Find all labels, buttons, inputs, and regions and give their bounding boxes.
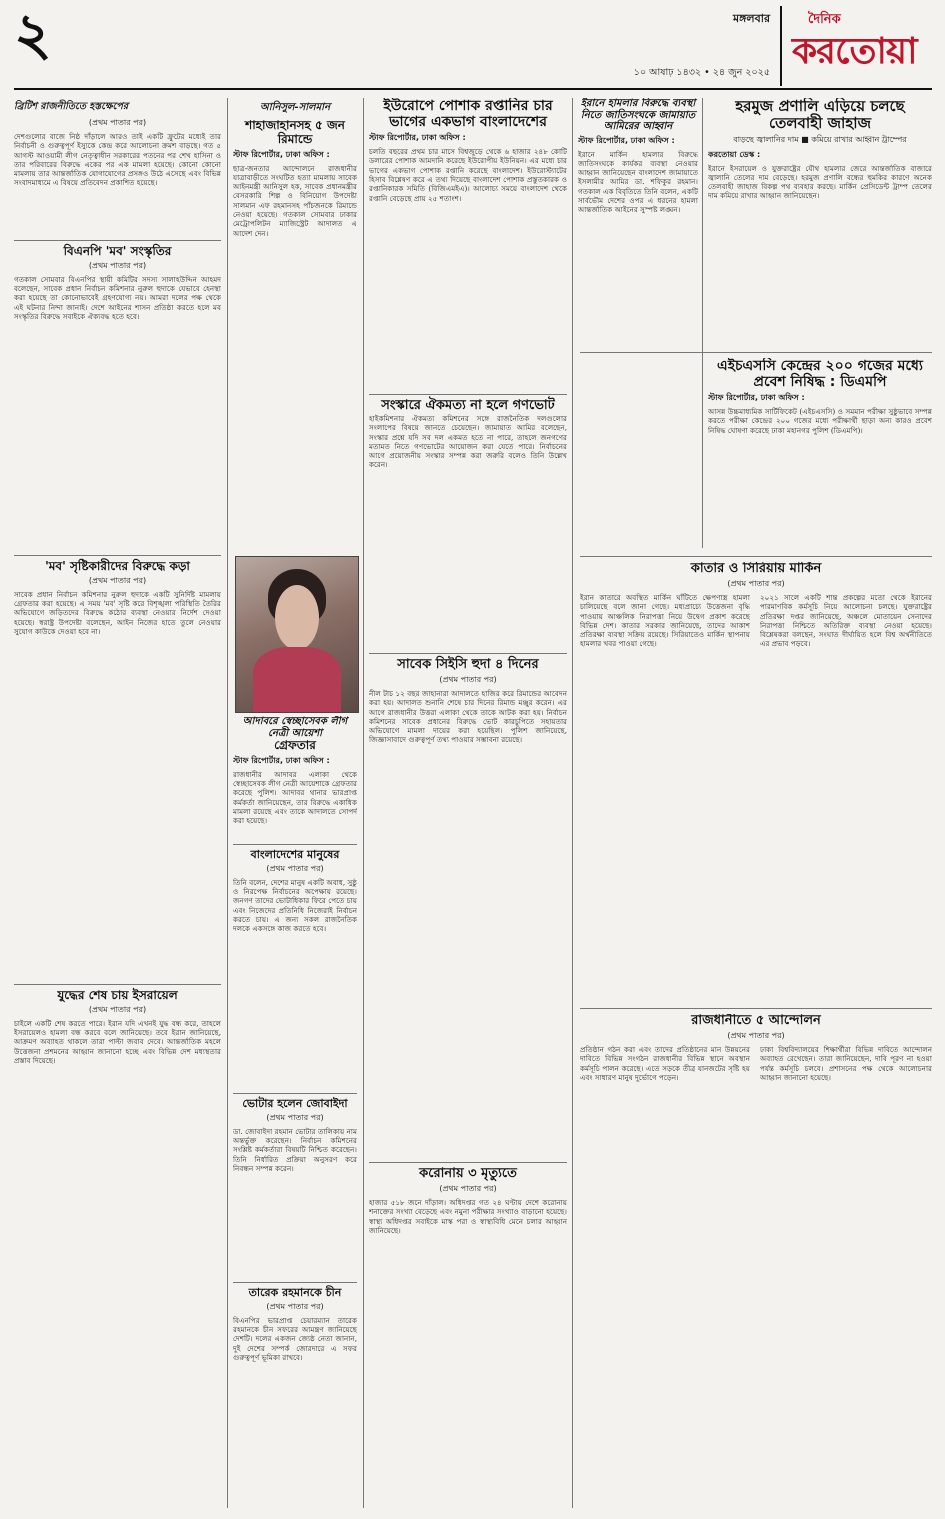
article-tarique-china xyxy=(233,1287,357,1507)
article-israel-war xyxy=(14,989,221,1509)
article-jump: (প্রথম পাতার পর) xyxy=(266,1112,324,1122)
article-hsc-dmp xyxy=(708,358,932,550)
article-title: 'মব' সৃষ্টিকারীদের বিরুদ্ধে কড়া xyxy=(45,559,190,573)
article-referendum xyxy=(369,399,567,649)
article-body-cont: ২০২১ সালে একটি শান্ত প্রকল্পের মতো থেকে ইরানের পারমাণবিক কর্মসূচি নিয়ে আলোচনা চলছে। যুক্তরাষ্ট্রের প্রতিরক্ষা দপ্তর জানিয়েছে, অঞ্চলে মোতায়েন সেনাদের নিরাপত্তা নিশ্চিতে অতিরিক্ত ব্যবস্থা নেওয়া হয়েছে। বিশ্লেষকরা বলছেন, সংঘাত দীর্ঘায়িত হলে বিশ্ব অর্থনীতিতে এর প্রভাব পড়বে। xyxy=(760,592,932,649)
article-jump: (প্রথম পাতার পর) xyxy=(727,1030,785,1040)
article-jump: (প্রথম পাতার পর) xyxy=(88,1004,147,1014)
article-kicker: আনিসুল-সালমান xyxy=(259,102,331,113)
masthead-logo: করতোয়া xyxy=(792,31,917,72)
article-title: সংস্কারে ঐকমত্য না হলে গণভোট xyxy=(381,398,555,413)
day-label: মঙ্গলবার xyxy=(733,12,770,25)
header-rule xyxy=(14,88,932,90)
article-body: হাইকমিশনার ঐকমত্য কমিশনের সঙ্গে রাজনৈতিক দলগুলোর সংলাপের বিষয়ে জানতে চেয়েছেন। জামায়াত আমির বলেছেন, সংস্কার প্রশ্নে যদি সব দল একমত হতে না পারে, তাহলে জনগণের মতামত নিতে গণভোটের আয়োজন করা যেতে পারে। নির্বাচনের আগে প্রয়োজনীয় সংস্কার সম্পন্ন করা জরুরি বলেও তিনি উল্লেখ করেন। xyxy=(369,413,567,470)
article-ayesha-arrest xyxy=(233,716,357,840)
article-europe-garments xyxy=(369,98,567,390)
article-title: বাংলাদেশের মানুষের xyxy=(250,848,340,861)
article-body-cont: ঢাকা বিশ্ববিদ্যালয়ের শিক্ষার্থীরা বিভিন্ন দাবিতে আন্দোলন অব্যাহত রেখেছেন। তারা জানিয়েছেন, দাবি পূরণ না হওয়া পর্যন্ত কর্মসূচি চলবে। প্রশাসনের পক্ষ থেকে আলোচনার আহ্বান জানানো হয়েছে। xyxy=(760,1044,932,1082)
article-jump: (প্রথম পাতার পর) xyxy=(439,674,497,684)
column-1 xyxy=(14,98,221,1510)
masthead-divider xyxy=(780,6,782,86)
article-body: ইরানে ইসরায়েল ও যুক্তরাষ্ট্রের যৌথ হামলার জেরে আন্তর্জাতিক বাজারে জ্বালানি তেলের দাম বেড়েছে। হরমুজ প্রণালি বন্ধের হুমকির কারণে অনেক তেলবাহী জাহাজ বিকল্প পথ ব্যবহার করছে। মার্কিন প্রেসিডেন্ট ট্রাম্প তেলের দাম কমিয়ে রাখার আহ্বান জানিয়েছেন। xyxy=(708,163,932,201)
article-title: ব্রিটিশ রাজনীতিতে হস্তক্ষেপের xyxy=(14,101,129,112)
article-title: গ্রেফতার xyxy=(274,738,316,752)
article-body: চলতি বছরের প্রথম চার মাসে বিশ্বজুড়ে থেকে ৬ হাজার ২৪৮ কোটি ডলারের পোশাক আমদানি করেছে ইউরোপীয় ইউনিয়ন। এর মধ্যে চার ভাগের একভাগ পোশাক রপ্তানি করেছে বাংলাদেশ। ইউরোস্ট্যাটের হিসাব বিশ্লেষণ করে এ তথ্য দিয়েছে বাংলাদেশ পোশাক প্রস্তুতকারক ও রপ্তানিকারক সমিতি (বিজিএমইএ)। আলোচ্য সময়ে বাংলাদেশ থেকে রপ্তানি বেড়েছে প্রায় ২৫ শতাংশ। xyxy=(369,147,567,203)
article-british-politics xyxy=(14,100,221,236)
article-body: ইরানে মার্কিন হামলার বিরুদ্ধে জাতিসংঘকে কার্যকর ব্যবস্থা নেওয়ার আহ্বান জানিয়েছেন বাংলাদেশ জামায়াতে ইসলামীর আমির ডা. শফিকুর রহমান। গতকাল এক বিবৃতিতে তিনি বলেন, একটি সার্বভৌম দেশের ওপর এ ধরনের হামলা আন্তর্জাতিক আইনের সুস্পষ্ট লঙ্ঘন। xyxy=(578,149,698,215)
column-3 xyxy=(369,98,567,1510)
article-title: ইউরোপে পোশাক রপ্তানির চার ভাগের একভাগ বাংলাদেশের xyxy=(383,98,553,131)
article-jump: (প্রথম পাতার পর) xyxy=(727,578,785,588)
article-title: ভোটার হলেন জোবাইদা xyxy=(242,1097,348,1110)
article-jump: (প্রথম পাতার পর) xyxy=(266,863,324,873)
article-jump: (প্রথম পাতার পর) xyxy=(88,260,147,270)
article-jump: (প্রথম পাতার পর) xyxy=(439,1183,497,1193)
article-title: করোনায় ৩ মৃত্যুতে xyxy=(419,1166,517,1181)
date-label: ১০ আষাঢ় ১৪৩২ • ২৪ জুন ২০২৫ xyxy=(633,67,770,78)
article-body: নীল টাচ ১২ বছর জাহানারা আদালতে হাজির করে রিমান্ডের আবেদন করা হয়। আদালত শুনানি শেষে চার দিনের রিমান্ড মঞ্জুর করেন। এর আগে রাজধানীর উত্তরা এলাকা থেকে তাকে আটক করা হয়। নির্বাচন কমিশনের সাবেক প্রধানের বিরুদ্ধে ভোট কারচুপিতে সহায়তার অভিযোগে মামলা দায়ের করা হয়েছিল। পুলিশ জানিয়েছে, জিজ্ঞাসাবাদে গুরুত্বপূর্ণ তথ্য পাওয়ার সম্ভাবনা রয়েছে। xyxy=(369,688,567,745)
news-photo-portrait xyxy=(235,556,359,713)
article-body: বিএনপির ভারপ্রাপ্ত চেয়ারম্যান তারেক রহমানকে চীন সফরের আমন্ত্রণ জানিয়েছে দেশটি। দলের একজন জ্যেষ্ঠ নেতা জানান, দুই দেশের সম্পর্ক জোরদারে এ সফর গুরুত্বপূর্ণ ভূমিকা রাখবে। xyxy=(233,1315,357,1362)
article-title: সাবেক সিইসি হুদা ৪ দিনের xyxy=(397,657,539,672)
article-capital-protests xyxy=(580,1014,932,1510)
article-qatar-syria xyxy=(580,562,932,1002)
article-huda-remand xyxy=(369,658,567,1158)
article-byline: স্টাফ রিপোর্টার, ঢাকা অফিস : xyxy=(233,149,330,159)
article-body: ডা. জোবাইদা রহমান ভোটার তালিকায় নাম অন্তর্ভুক্ত করেছেন। নির্বাচন কমিশনের সংশ্লিষ্ট কর্মকর্তারা বিষয়টি নিশ্চিত করেছেন। তিনি নির্ধারিত প্রক্রিয়া অনুসরণ করে নিবন্ধন সম্পন্ন করেন। xyxy=(233,1126,357,1173)
article-byline: স্টাফ রিপোর্টার, ঢাকা অফিস : xyxy=(708,393,805,403)
article-jump: (প্রথম পাতার পর) xyxy=(88,118,147,127)
article-kicker: আদাবরে স্বেচ্ছাসেবক লীগ নেত্রী আয়েশা xyxy=(242,716,348,739)
masthead-small-text: দৈনিক xyxy=(808,12,841,27)
article-body: ইরান কাতারে অবস্থিত মার্কিন ঘাঁটিতে ক্ষেপণাস্ত্র হামলা চালিয়েছে বলে জানা গেছে। মধ্যপ্রাচ্যে উত্তেজনা বৃদ্ধি পাওয়ায় আঞ্চলিক নিরাপত্তা নিয়ে উদ্বেগ প্রকাশ করেছে বিভিন্ন দেশ। কাতার সরকার জানিয়েছে, তাদের আকাশ প্রতিরক্ষা ব্যবস্থা সক্রিয় রয়েছে। সিরিয়াতেও মার্কিন স্থাপনায় হামলার খবর পাওয়া গেছে। xyxy=(580,592,750,649)
article-title: ইরানে হামলার বিরুদ্ধে ব্যবস্থা নিতে জাতিসংঘকে জামায়াত আমিরের আহ্বান xyxy=(580,98,696,132)
column-divider xyxy=(363,98,364,1508)
article-body: গতকাল সোমবার বিএনপির স্থায়ী কমিটির সদস্য সালাহউদ্দিন আহমদ বলেছেন, সাবেক প্রধান নির্বাচন কমিশনার নুরুল হুদাকে যেভাবে হেনস্থা করা হয়েছে তা কোনোভাবেই গ্রহণযোগ্য নয়। আমরা দলের পক্ষ থেকে এই ঘটনার নিন্দা জানাই। দেশে আইনের শাসন প্রতিষ্ঠা করতে হলে মব সংস্কৃতির বিরুদ্ধে সবাইকে ঐক্যবদ্ধ হতে হবে। xyxy=(14,274,221,321)
article-title: কাতার ও সিরিয়ায় মার্কিন xyxy=(690,562,822,576)
article-bangladesh-people xyxy=(233,849,357,1089)
article-body: প্রতিষ্ঠান গঠন করা এবং তাদের প্রতিষ্ঠানের মান উন্নয়নের দাবিতে বিভিন্ন সংগঠন রাজধানীর বিভিন্ন স্থানে অবস্থান কর্মসূচি পালন করেছে। এতে সড়কে তীব্র যানজটের সৃষ্টি হয় এবং সাধারণ মানুষ দুর্ভোগে পড়েন। xyxy=(580,1044,750,1082)
article-byline: স্টাফ রিপোর্টার, ঢাকা অফিস : xyxy=(369,133,466,143)
article-title: রাজধানীতে ৫ আন্দোলন xyxy=(691,1014,821,1028)
article-bnp-mob xyxy=(14,245,221,551)
article-byline: স্টাফ রিপোর্টার, ঢাকা অফিস : xyxy=(233,755,330,765)
article-title: এইচএসসি কেন্দ্রের ২০০ গজের মধ্যে প্রবেশ নিষিদ্ধ : ডিএমপি xyxy=(717,358,923,391)
article-mob-makers xyxy=(14,560,221,980)
article-byline: করতোয়া ডেস্ক : xyxy=(708,149,761,159)
article-body: দেশগুলোর বাজে নিষ্ঠ দাঁড়ালে আরও তাই একটি ফ্রুটের মধ্যেই তার নির্বাচনী ও গুরুত্বপূর্ণ ইস্যুকে কেন্দ্র করে আলোচনা ক্রমশ বাড়ছে। গত ৫ আগস্ট আওয়ামী লীগ নেতৃত্বাধীন সরকারের পতনের পর শেখ হাসিনা ও তার পরিবারের বিরুদ্ধে একের পর এক মামলা হয়েছে। কোনো কোনো মামলায় তার আন্তর্জাতিক যোগাযোগের প্রসঙ্গও উঠে এসেছে এবং বিভিন্ন সংবাদমাধ্যমে এ বিষয়ে প্রতিবেদন প্রকাশিত হয়েছে। xyxy=(14,132,221,188)
article-jump: (প্রথম পাতার পর) xyxy=(88,575,147,585)
article-body: তিনি বলেন, দেশের মানুষ একটি অবাধ, সুষ্ঠু ও নিরপেক্ষ নির্বাচনের অপেক্ষায় রয়েছে। জনগণ তাদের ভোটাধিকার ফিরে পেতে চায় এবং নিজেদের প্রতিনিধি নিজেরাই নির্বাচন করতে চায়। এ জন্য সকল রাজনৈতিক দলকে একসঙ্গে কাজ করতে হবে। xyxy=(233,877,357,934)
article-title: তারেক রহমানকে চীন xyxy=(248,1286,342,1299)
column-divider xyxy=(572,98,573,1508)
article-remand xyxy=(233,100,357,392)
page-number: ২ xyxy=(14,0,52,68)
article-zobaida-voter xyxy=(233,1098,357,1278)
article-subtitle: বাড়ছে জ্বালানির দাম ■ কমিয়ে রাখার আহ্বান ট্রাম্পের xyxy=(733,134,907,144)
article-title: শাহাজাহানসহ ৫ জন রিমান্ডে xyxy=(245,118,345,146)
article-jump: (প্রথম পাতার পর) xyxy=(266,1301,324,1311)
article-body: চাইলে একটি শেষ করতে পারে। ইরান যদি এখনই যুদ্ধ বন্ধ করে, তাহলে ইসরায়েলও হামলা বন্ধ করবে বলে জানিয়েছে। তবে ইরান জানিয়েছে, আক্রমণ অব্যাহত থাকলে তারা পাল্টা জবাব দেবে। আন্তর্জাতিক মহলে উত্তেজনা প্রশমনের আহ্বান জানানো হচ্ছে এবং বিভিন্ন দেশ মধ্যস্থতার প্রস্তাব দিয়েছে। xyxy=(14,1018,221,1065)
article-body: ছাত্র-জনতার আন্দোলনে রাজধানীর যাত্রাবাড়ীতে সংঘটিত হত্যা মামলায় সাবেক আইনমন্ত্রী আনিসুল হক, সাবেক প্রধানমন্ত্রীর বেসরকারি শিল্প ও বিনিয়োগ উপদেষ্টা সালমান এফ রহমানসহ পাঁচজনকে রিমান্ডে নেওয়া হয়েছে। গতকাল সোমবার ঢাকার মেট্রোপলিটন ম্যাজিস্ট্রেট আদালত এ আদেশ দেন। xyxy=(233,163,357,238)
article-body: রাজধানীর আদাবর এলাকা থেকে স্বেচ্ছাসেবক লীগ নেত্রী আয়েশাকে গ্রেফতার করেছে পুলিশ। আদাবর থানার ভারপ্রাপ্ত কর্মকর্তা জানিয়েছেন, তার বিরুদ্ধে একাধিক মামলা রয়েছে এবং তাকে আদালতে সোপর্দ করা হয়েছে। xyxy=(233,769,357,826)
column-divider xyxy=(702,98,703,548)
article-body: সাবেক প্রধান নির্বাচন কমিশনার নুরুল হুদাকে একটি সুনির্দিষ্ট মামলায় গ্রেফতার করা হয়েছে। এ সময় 'মব' সৃষ্টি করে বিশৃঙ্খলা পরিস্থিতি তৈরির অভিযোগে জড়িতদের বিরুদ্ধে কঠোর ব্যবস্থা নেওয়ার নির্দেশ দেওয়া হয়েছে। স্বরাষ্ট্র উপদেষ্টা বলেছেন, আইন নিজের হাতে তুলে নেওয়ার সুযোগ কাউকে দেওয়া হবে না। xyxy=(14,589,221,636)
column-divider xyxy=(227,98,228,1508)
column-4-top xyxy=(578,98,698,548)
article-title: যুদ্ধের শেষ চায় ইসরায়েল xyxy=(57,988,178,1002)
article-title: হরমুজ প্রণালি এড়িয়ে চলছে তেলবাহী জাহাজ xyxy=(735,98,905,133)
article-body: আসন্ন উচ্চমাধ্যমিক সার্টিফিকেট (এইচএসসি) ও সমমান পরীক্ষা সুষ্ঠুভাবে সম্পন্ন করতে পরীক্ষা কেন্দ্রের ২০০ গজের মধ্যে পরীক্ষার্থী ছাড়া অন্য কারও প্রবেশ নিষিদ্ধ ঘোষণা করেছে ঢাকা মহানগর পুলিশ (ডিএমপি)। xyxy=(708,407,932,435)
article-title: বিএনপি 'মব' সংস্কৃতির xyxy=(63,244,172,258)
column-2-lower xyxy=(233,716,357,1510)
article-body: হাজার ৫১৮ জনে দাঁড়াল। অধিদপ্তর গত ২৪ ঘণ্টায় দেশে করোনায় শনাক্তের সংখ্যা বেড়েছে এবং নমুনা পরীক্ষার সংখ্যাও বাড়ানো হয়েছে। স্বাস্থ্য অধিদপ্তর সবাইকে মাস্ক পরা ও স্বাস্থ্যবিধি মেনে চলার আহ্বান জানিয়েছে। xyxy=(369,1197,567,1235)
article-byline: স্টাফ রিপোর্টার, ঢাকা অফিস : xyxy=(578,135,675,145)
article-hormuz xyxy=(708,98,932,308)
article-corona-deaths xyxy=(369,1167,567,1507)
